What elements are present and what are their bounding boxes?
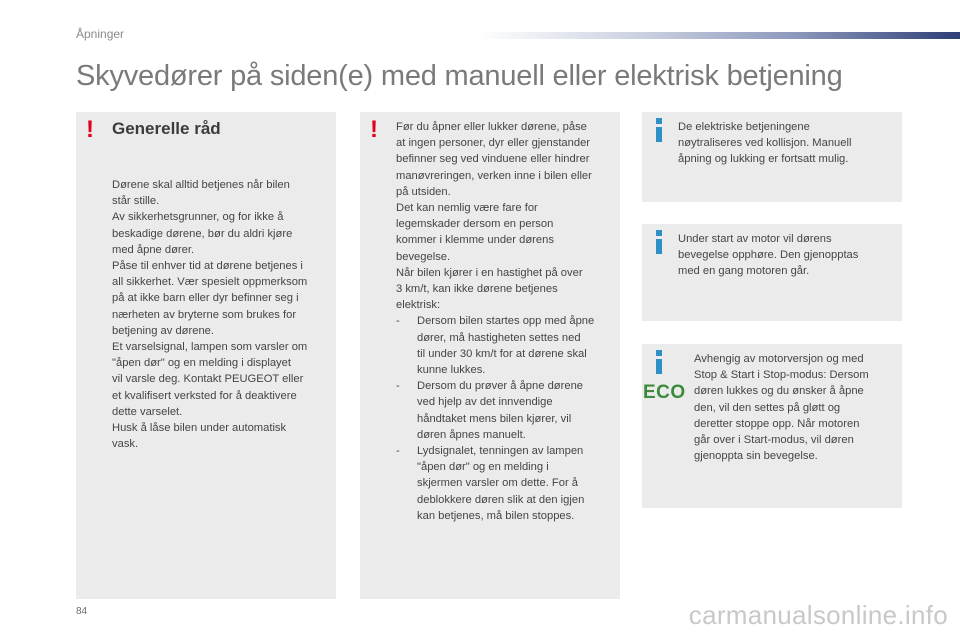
text-line: Lydsignalet, tenningen av lampen bbox=[417, 445, 584, 458]
text-line: den, vil den settes på gløtt og bbox=[694, 401, 841, 414]
text-line: vil varsle deg. Kontakt PEUGEOT eller bbox=[112, 373, 304, 386]
bullet-item bbox=[396, 443, 618, 524]
text-line: gjenoppta sin bevegelse. bbox=[694, 450, 818, 463]
text-line: betjening av dørene. bbox=[112, 324, 214, 337]
text-line: at ingen personer, dyr eller gjenstander bbox=[396, 137, 591, 150]
text-line: manøvreringen, verken inne i bilen eller bbox=[396, 169, 592, 182]
text-line: De elektriske betjeningene bbox=[678, 121, 810, 133]
text-line: deblokkere døren slik at den igjen bbox=[417, 493, 585, 506]
info-text-engine-start bbox=[678, 231, 900, 280]
text-line: åpning og lukking er fortsatt mulig. bbox=[678, 153, 849, 166]
text-line: nøytraliseres ved kollisjon. Manuell bbox=[678, 137, 852, 150]
text-line: dører, må hastigheten settes ned bbox=[417, 331, 581, 344]
text-line: Det kan nemlig være fare for bbox=[396, 202, 538, 215]
text-line: kan betjenes, må bilen stoppes. bbox=[417, 509, 575, 522]
info-icon bbox=[652, 350, 670, 374]
text-line: vask. bbox=[112, 438, 139, 451]
page-title: Skyvedører på siden(e) med manuell eller elektrisk betjening bbox=[76, 60, 843, 92]
info-icon bbox=[652, 118, 670, 142]
text-line: til under 30 km/t for at dørene skal bbox=[417, 347, 587, 360]
text-line: Husk å låse bilen under automatisk bbox=[112, 422, 287, 435]
text-line: dette varselet. bbox=[112, 405, 183, 418]
watermark: carmanualsonline.info bbox=[688, 600, 948, 630]
text-line: Påse til enhver tid at dørene betjenes i bbox=[112, 260, 303, 273]
text-line: med en gang motoren går. bbox=[678, 265, 810, 278]
text-line: "åpen dør" og en melding i bbox=[417, 461, 549, 474]
text-line: befinner seg ved vinduene eller hindrer bbox=[396, 153, 590, 166]
general-advice-heading: Generelle råd bbox=[112, 119, 221, 138]
text-line: nærheten av bryterne som brukes for bbox=[112, 308, 297, 321]
text-line: Et varselsignal, lampen som varsler om bbox=[112, 341, 308, 354]
text-line: døren åpnes manuelt. bbox=[417, 428, 526, 441]
text-line: går over i Start-modus, vil døren bbox=[694, 434, 854, 447]
info-icon bbox=[652, 230, 670, 254]
text-line: et kvalifisert verksted for å deaktivere bbox=[112, 389, 297, 402]
general-advice-text bbox=[112, 177, 334, 452]
text-line: står stille. bbox=[112, 195, 160, 208]
text-line: legemskader dersom en person bbox=[396, 218, 554, 231]
text-line: "åpen dør" og en melding i displayet bbox=[112, 357, 291, 370]
exclamation-icon: ! bbox=[86, 116, 94, 143]
text-line: døren lukkes og du ønsker å åpne bbox=[694, 385, 864, 398]
dash-mark: - bbox=[396, 380, 400, 393]
text-line: bevegelse opphøre. Den gjenopptas bbox=[678, 249, 859, 262]
bullet-item bbox=[396, 378, 618, 443]
dash-mark: - bbox=[396, 445, 400, 458]
text-line: Avhengig av motorversjon og med bbox=[694, 353, 864, 365]
bullet-item bbox=[396, 313, 618, 378]
text-line: deretter stoppe opp. Når motoren bbox=[694, 417, 860, 430]
warning-text bbox=[396, 119, 618, 524]
section-label: Åpninger bbox=[76, 27, 125, 41]
text-line: all sikkerhet. Vær spesielt oppmerksom bbox=[112, 276, 308, 289]
text-line: Stop & Start i Stop-modus: Dersom bbox=[694, 369, 869, 382]
dash-mark: - bbox=[396, 315, 400, 328]
text-line: på at ikke barn eller dyr befinner seg i bbox=[112, 292, 299, 305]
header-gradient-bar bbox=[478, 32, 960, 39]
text-line: håndtaket mens bilen kjører, vil bbox=[417, 412, 572, 425]
text-line: med åpne dører. bbox=[112, 243, 195, 256]
info-text-collision bbox=[678, 119, 900, 168]
text-line: Under start av motor vil dørens bbox=[678, 233, 832, 245]
info-text-stop-start bbox=[694, 351, 900, 464]
text-line: Dersom bilen startes opp med åpne bbox=[417, 315, 595, 328]
text-line: bevegelse. bbox=[396, 250, 451, 263]
text-line: på utsiden. bbox=[396, 185, 451, 198]
text-line: kommer i klemme under dørens bbox=[396, 234, 554, 247]
text-line: Når bilen kjører i en hastighet på over bbox=[396, 266, 583, 279]
text-line: ved hjelp av det innvendige bbox=[417, 396, 553, 409]
eco-icon: ECO bbox=[643, 382, 686, 403]
text-line: Av sikkerhetsgrunner, og for ikke å bbox=[112, 211, 284, 224]
text-line: 3 km/t, kan ikke dørene betjenes bbox=[396, 283, 558, 296]
exclamation-icon: ! bbox=[370, 116, 378, 143]
text-line: beskadige dørene, bør du aldri kjøre bbox=[112, 227, 293, 240]
text-line: kunne lukkes. bbox=[417, 364, 486, 377]
page-number: 84 bbox=[76, 606, 88, 617]
text-line: Før du åpner eller lukker dørene, påse bbox=[396, 121, 587, 133]
text-line: Dersom du prøver å åpne dørene bbox=[417, 380, 584, 393]
text-line: Dørene skal alltid betjenes når bilen bbox=[112, 179, 290, 191]
text-line: skjermen varsler om dette. For å bbox=[417, 477, 579, 490]
text-line: elektrisk: bbox=[396, 299, 441, 312]
